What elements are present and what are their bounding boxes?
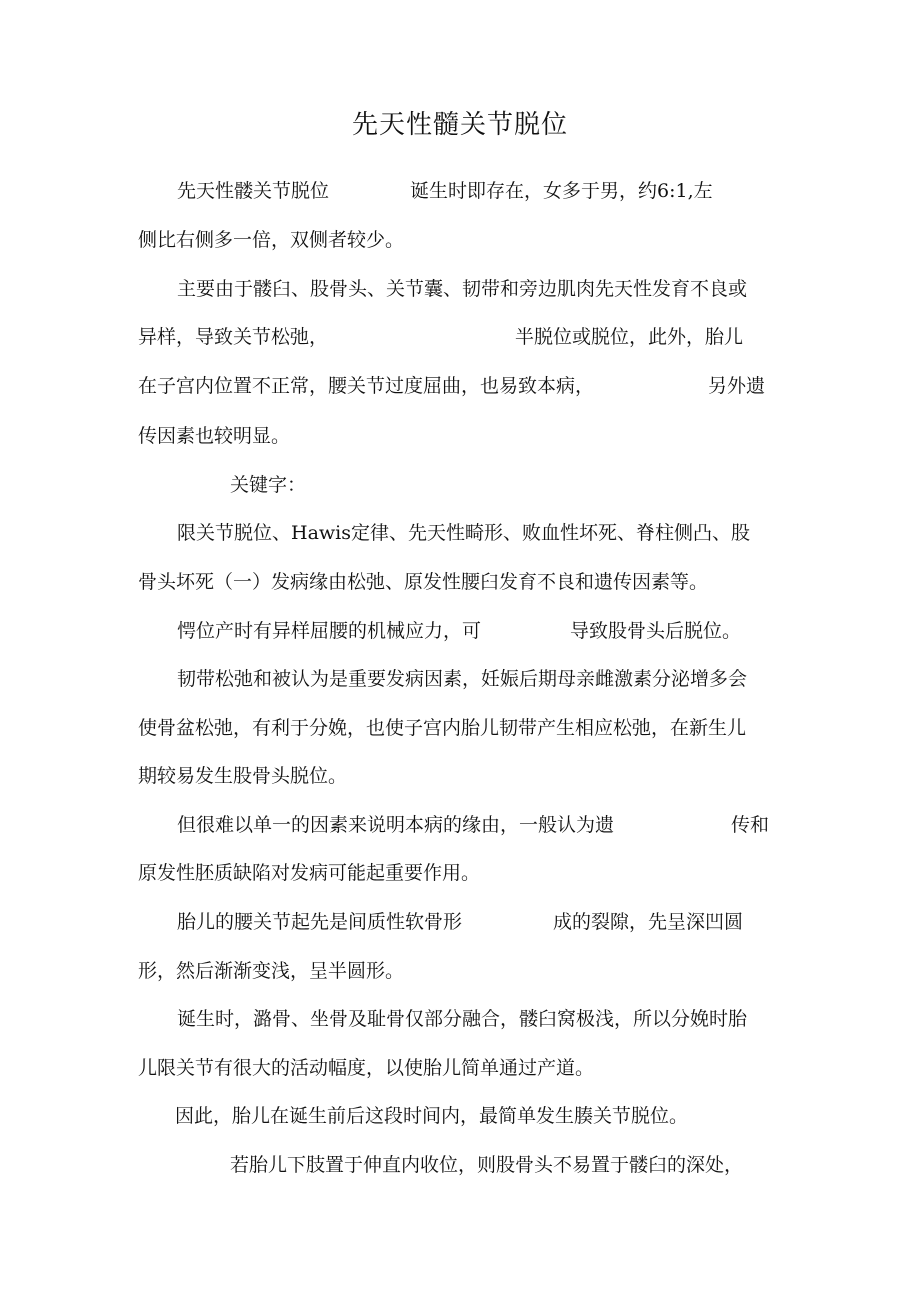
text-segment: 诞生时即存在，女多于男，约6:1,左: [410, 180, 713, 202]
text-segment: 传和: [731, 814, 770, 836]
text-segment: 限关节脱位、Hawis定律、先天性畸形、败血性坏死、脊柱侧凸、股: [177, 522, 750, 544]
text-segment: 若胎儿下肢置于伸直内收位，则股骨头不易置于髅臼的深处，: [230, 1154, 744, 1176]
text-segment: 侧比右侧多一倍，双侧者较少。: [138, 229, 405, 251]
text-segment: 诞生时，潞骨、坐骨及耻骨仅部分融合，髅臼窝极浅，所以分娩时胎: [177, 1008, 748, 1030]
text-segment: 导致股骨头后脱位。: [570, 620, 742, 642]
text-segment: 使骨盆松弛，有利于分娩，也使子宫内胎儿韧带产生相应松弛，在新生儿: [138, 717, 747, 739]
text-segment: 先天性髅关节脱位: [177, 180, 330, 202]
text-segment: 主要由于髅臼、股骨头、关节囊、韧带和旁边肌肉先天性发育不良或: [177, 278, 748, 300]
text-segment: 愕位产时有异样屈腰的机械应力，可: [177, 620, 482, 642]
text-segment: 胎儿的腰关节起先是间质性软骨形: [177, 911, 463, 933]
text-segment: 但很难以单一的因素来说明本病的缘由，一般认为遗: [177, 814, 615, 836]
text-segment: 儿限关节有很大的活动幅度，以使胎儿简单通过产道。: [138, 1057, 595, 1079]
text-segment: 韧带松弛和被认为是重要发病因素，妊娠后期母亲雌激素分泌增多会: [177, 668, 748, 690]
text-segment: 半脱位或脱位，此外，胎儿: [515, 326, 744, 348]
text-segment: 成的裂隙，先呈深凹圆: [553, 911, 744, 933]
text-segment: 关键字：: [230, 474, 307, 496]
text-segment: 原发性胚质缺陷对发病可能起重要作用。: [138, 862, 481, 884]
text-segment: 传因素也较明显。: [138, 425, 291, 447]
text-segment: 因此，胎儿在诞生前后这段时间内，最简单发生腠关节脱位。: [175, 1105, 689, 1127]
text-segment: 在子宫内位置不正常，腰关节过度屈曲，也易致本病，: [138, 375, 595, 397]
text-segment: 异样，导致关节松弛，: [138, 326, 329, 348]
text-segment: 另外遗: [708, 375, 766, 397]
text-segment: 形，然后渐渐变浅，呈半圆形。: [138, 960, 405, 982]
document-title: 先天性髓关节脱位: [351, 110, 568, 140]
text-segment: 骨头坏死（一）发病缘由松弛、原发性腰臼发育不良和遗传因素等。: [138, 571, 709, 593]
text-segment: 期较易发生股骨头脱位。: [138, 765, 348, 787]
